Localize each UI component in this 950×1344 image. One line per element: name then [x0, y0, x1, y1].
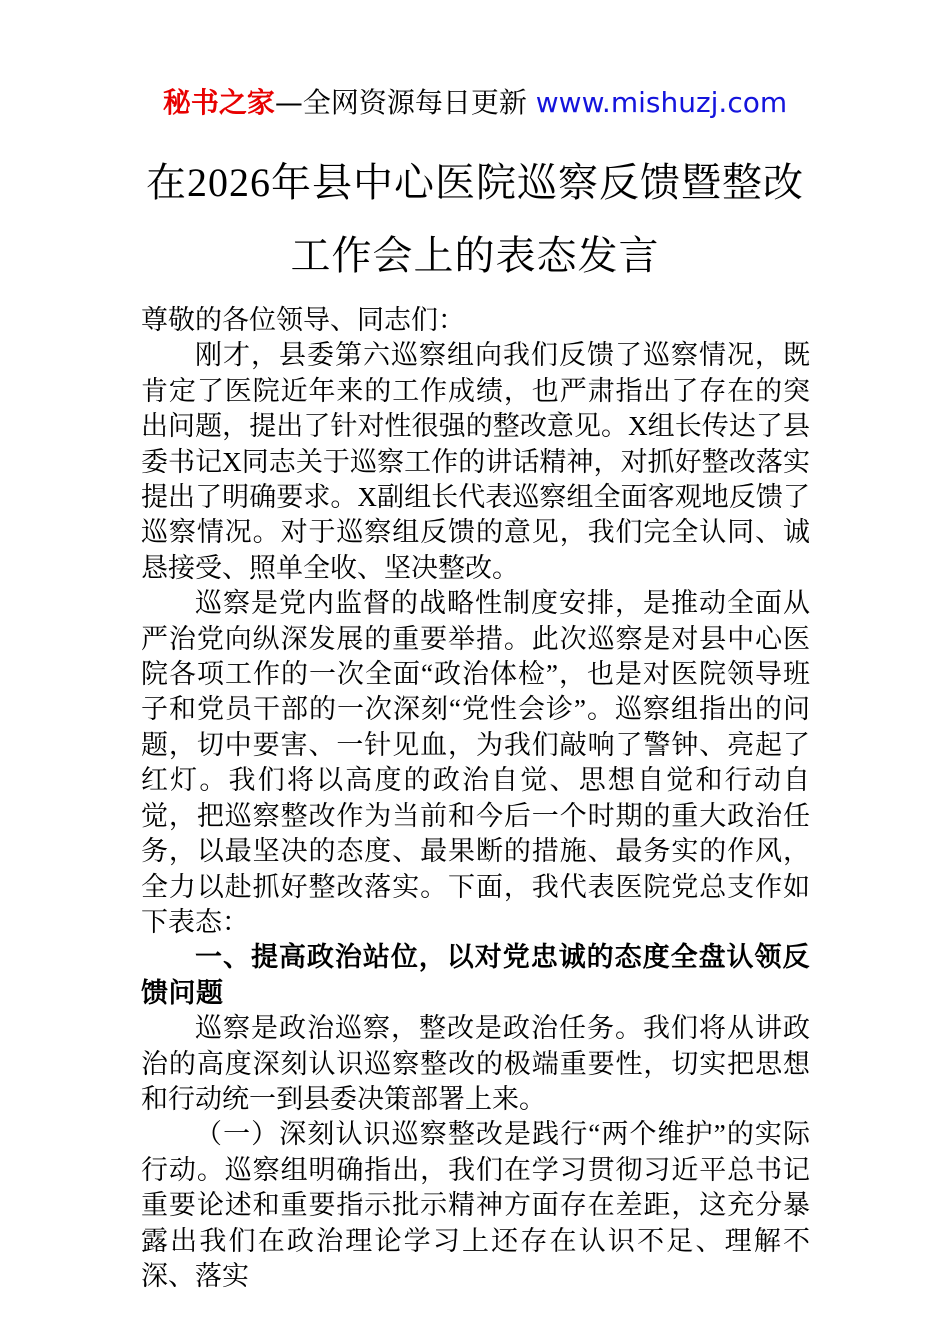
paragraph-3: 巡察是政治巡察，整改是政治任务。我们将从讲政治的高度深刻认识巡察整改的极端重要性，切实把思想和行动统一到县委决策部署上来。 — [141, 1013, 810, 1114]
doc-title-line-2: 工作会上的表态发言 — [290, 233, 660, 278]
salutation: 尊敬的各位领导、同志们： — [141, 305, 465, 335]
site-tagline: 全网资源每日更新 — [302, 86, 536, 119]
site-url-link[interactable]: www.mishuzj.com — [535, 86, 788, 119]
section-heading-1: 一、提高政治站位，以对党忠诚的态度全盘认领反馈问题 — [141, 942, 810, 1009]
header-separator: — — [274, 86, 303, 119]
paragraph-1: 刚才，县委第六巡察组向我们反馈了巡察情况，既肯定了医院近年来的工作成绩，也严肃指出了存在的突出问题，提出了针对性很强的整改意见。X组长传达了县委书记X同志关于巡察工作的讲话精神，对抓好整改落实提出了明确要求。X副组长代表巡察组全面客观地反馈了巡察情况。对于巡察组反馈的意见，我们完全认同、诚恳接受、照单全收、坚决整改。 — [141, 340, 810, 583]
site-brand: 秘书之家 — [162, 86, 275, 119]
paragraph-2: 巡察是党内监督的战略性制度安排，是推动全面从严治党向纵深发展的重要举措。此次巡察是对县中心医院各项工作的一次全面“政治体检”，也是对医院领导班子和党员干部的一次深刻“党性会诊”。巡察组指出的问题，切中要害、一针见血，为我们敲响了警钟、亮起了红灯。我们将以高度的政治自觉、思想自觉和行动自觉，把巡察整改作为当前和今后一个时期的重大政治任务，以最坚决的态度、最果断的措施、最务实的作风，全力以赴抓好整改落实。下面，我代表医院党总支作如下表态： — [141, 588, 810, 937]
doc-body — [141, 303, 810, 1294]
doc-title-line-1: 在2026年县中心医院巡察反馈暨整改 — [146, 160, 804, 205]
paragraph-4: （一）深刻认识巡察整改是践行“两个维护”的实际行动。巡察组明确指出，我们在学习贯彻习近平总书记重要论述和重要指示批示精神方面存在差距，这充分暴露出我们在政治理论学习上还存在认识不足、理解不深、落实 — [141, 1119, 810, 1291]
doc-title — [0, 146, 950, 292]
site-header — [0, 86, 950, 120]
